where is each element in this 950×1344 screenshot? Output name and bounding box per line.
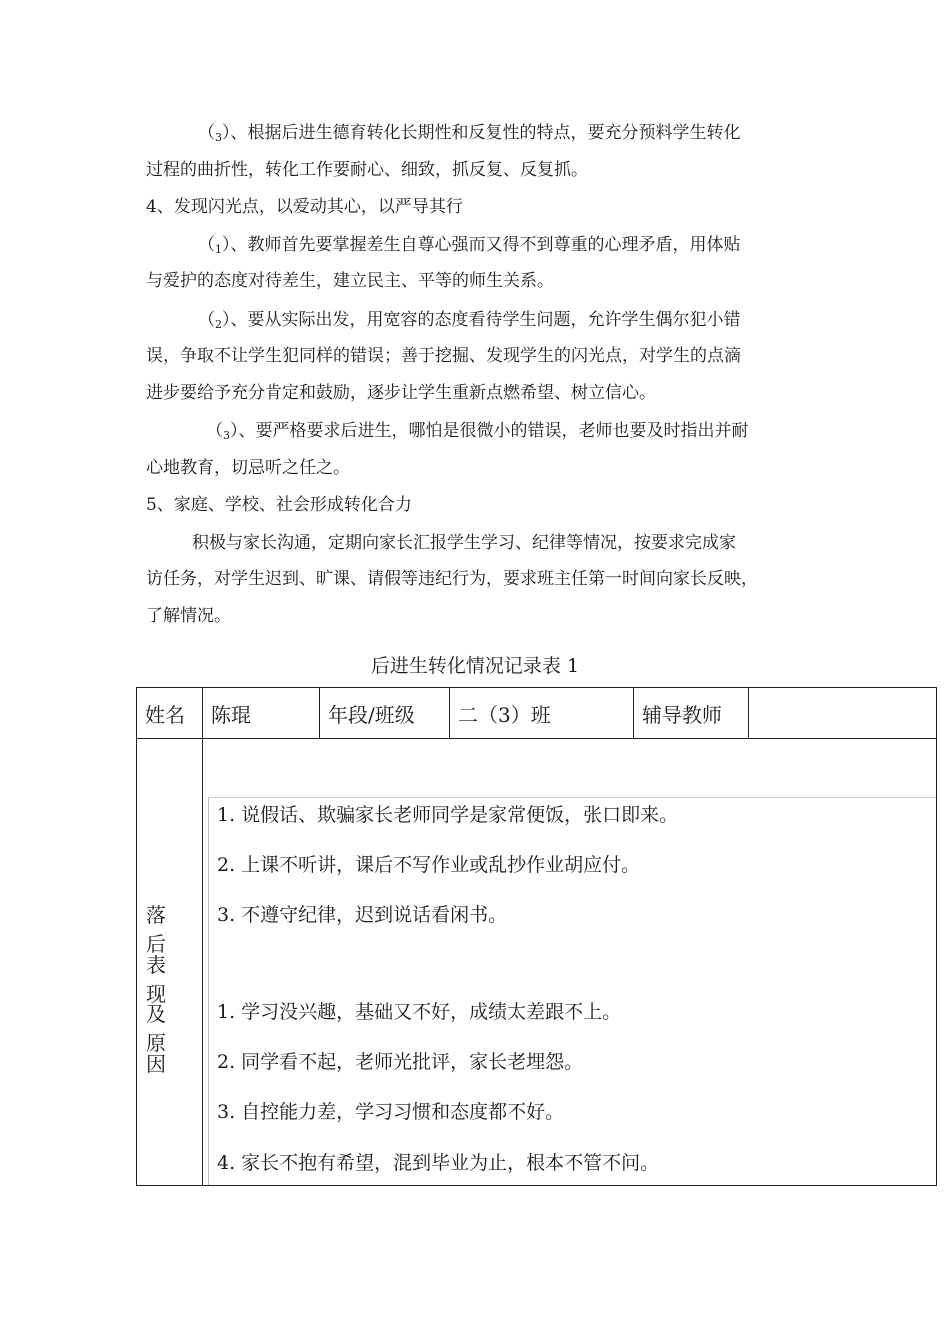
sub-number: 2 [215,318,222,331]
reason-item: 4. 家长不抱有希望，混到毕业为止，根本不管不问。 [217,1152,660,1174]
section-content-cell [203,739,937,1186]
sub-number: 3 [223,429,230,442]
paragraph-line [198,235,741,257]
section-heading: 4、发现闪光点，以爱动其心，以严导其行 [146,197,463,217]
reason-item: 2. 同学看不起，老师光批评，家长老埋怨。 [217,1051,584,1073]
name-label: 姓名 [137,688,203,739]
text: （ [198,235,215,255]
behavior-item: 1. 说假话、欺骗家长老师同学是家常便饭，张口即来。 [217,804,679,826]
paragraph-line [198,123,741,145]
sub-number: 1 [215,243,222,256]
paragraph-line: 心地教育，切忌听之任之。 [146,458,350,478]
text: （ [206,421,223,441]
text: ）、要从实际出发，用宽容的态度看待学生问题，允许学生偶尔犯小错 [222,310,741,330]
paragraph-line: 积极与家长沟通，定期向家长汇报学生学习、纪律等情况，按要求完成家 [192,533,736,553]
text: ）、教师首先要掌握差生自尊心强而又得不到尊重的心理矛盾，用体贴 [222,235,741,255]
paragraph-line: 与爱护的态度对待差生，建立民主、平等的师生关系。 [146,271,554,291]
grade-value: 二（3）班 [450,688,634,739]
grade-label: 年段/班级 [320,688,450,739]
section-label-line: 落 后 [146,903,170,956]
text: ）、要严格要求后进生，哪怕是很微小的错误，老师也要及时指出并耐 [230,421,749,441]
behavior-item: 2. 上课不听讲，课后不写作业或乱抄作业胡应付。 [217,854,641,876]
text: （ [198,310,215,330]
paragraph-line: 访任务，对学生迟到、旷课、请假等违纪行为，要求班主任第一时间向家长反映， [146,569,758,589]
teacher-label: 辅导教师 [634,688,749,739]
table-header-row [137,688,937,739]
name-value: 陈琨 [203,688,320,739]
reason-item: 1. 学习没兴趣，基础又不好，成绩太差跟不上。 [217,1001,622,1023]
text: ）、根据后进生德育转化长期性和反复性的特点，要充分预料学生转化 [222,123,741,143]
section-label-line: 表 现 [146,953,170,1006]
paragraph-line: 进步要给予充分肯定和鼓励，逐步让学生重新点燃希望、树立信心。 [146,383,656,403]
section-heading: 5、家庭、学校、社会形成转化合力 [146,495,412,515]
reason-item: 3. 自控能力差，学习习惯和态度都不好。 [217,1101,565,1123]
paragraph-line: 过程的曲折性，转化工作要耐心、细致，抓反复、反复抓。 [146,160,588,180]
paragraph-line [206,421,749,443]
teacher-value [749,688,937,739]
record-table [136,687,937,1186]
paragraph-line: 误，争取不让学生犯同样的错误；善于挖掘、发现学生的闪光点，对学生的点滴 [146,346,741,366]
table-body-row [137,739,937,1186]
content-frame [208,797,936,1185]
text: （ [198,123,215,143]
paragraph-line [198,310,741,332]
section-label-cell [137,739,203,1186]
section-label-line: 及 原 [146,1002,170,1055]
paragraph-line: 了解情况。 [146,606,231,626]
section-label-line: 因 [146,1052,170,1076]
sub-number: 3 [215,131,222,144]
table-title: 后进生转化情况记录表 1 [370,655,580,677]
behavior-item: 3. 不遵守纪律，迟到说话看闲书。 [217,904,508,926]
